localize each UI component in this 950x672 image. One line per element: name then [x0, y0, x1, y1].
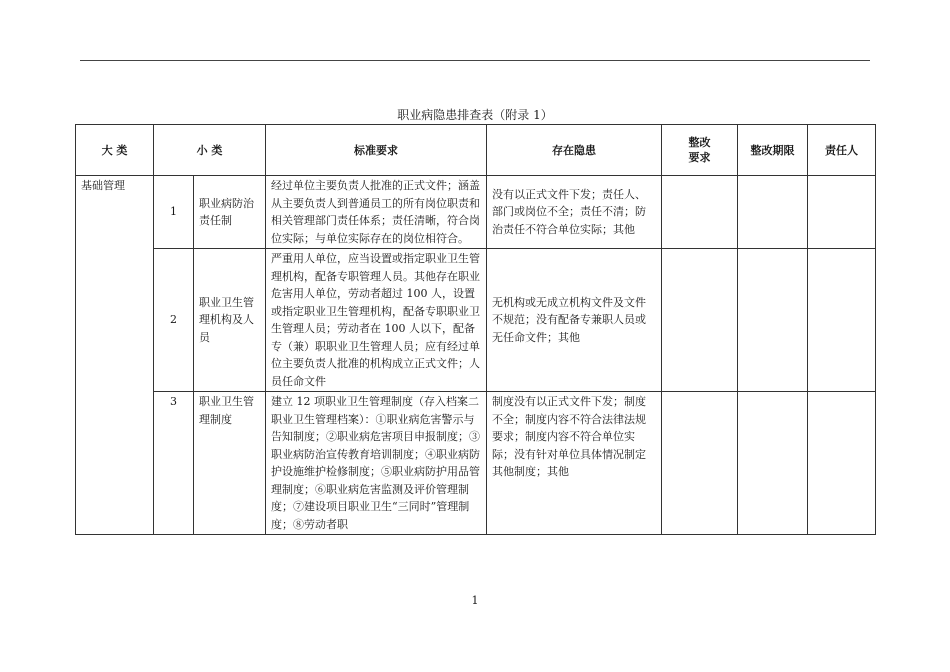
rectify-requirement-cell[interactable]	[662, 176, 738, 249]
owner-cell[interactable]	[808, 176, 876, 249]
header-deadline: 整改期限	[738, 125, 808, 176]
table-row	[76, 176, 876, 249]
hazard-cell: 无机构或无成立机构文件及文件不规范；没有配备专兼职人员或无任命文件；其他	[487, 249, 662, 392]
table-row	[76, 392, 876, 535]
deadline-cell[interactable]	[738, 176, 808, 249]
standard-cell: 经过单位主要负责人批准的正式文件；涵盖从主要负责人到普通员工的所有岗位职责和相关管理部门责任体系；责任清晰，符合岗位实际；与单位实际存在的岗位相符合。	[266, 176, 487, 249]
hazard-cell: 没有以正式文件下发；责任人、部门或岗位不全；责任不清；防治责任不符合单位实际；其他	[487, 176, 662, 249]
subcategory-cell: 职业卫生管理制度	[194, 392, 266, 535]
header-rectify-requirement: 整改 要求	[662, 125, 738, 176]
deadline-cell[interactable]	[738, 392, 808, 535]
header-category: 大 类	[76, 125, 154, 176]
standard-cell: 严重用人单位，应当设置或指定职业卫生管理机构，配备专职管理人员。其他存在职业危害用人单位，劳动者超过 100 人，设置或指定职业卫生管理机构，配备专职职业卫生管理人员；劳动者在 100 人以下，配备专（兼）职职业卫生管理人员；应有经过单位主要负责人批准的机构成立正式文件；人员任命文件	[266, 249, 487, 392]
table-row	[76, 249, 876, 392]
subcategory-cell: 职业病防治责任制	[194, 176, 266, 249]
header-rule	[80, 60, 870, 61]
header-standard: 标准要求	[266, 125, 487, 176]
hazard-checklist-table	[75, 124, 876, 535]
header-hazard: 存在隐患	[487, 125, 662, 176]
deadline-cell[interactable]	[738, 249, 808, 392]
rectify-requirement-cell[interactable]	[662, 249, 738, 392]
row-index: 3	[154, 392, 194, 535]
rectify-requirement-cell[interactable]	[662, 392, 738, 535]
table-header-row	[76, 125, 876, 176]
document-title: 职业病隐患排查表（附录 1）	[397, 108, 553, 122]
subcategory-cell: 职业卫生管理机构及人员	[194, 249, 266, 392]
owner-cell[interactable]	[808, 392, 876, 535]
row-index: 1	[154, 176, 194, 249]
header-subcategory: 小 类	[154, 125, 266, 176]
category-cell: 基础管理	[76, 176, 154, 535]
owner-cell[interactable]	[808, 249, 876, 392]
header-owner: 责任人	[808, 125, 876, 176]
page-number: 1	[471, 594, 479, 607]
hazard-cell: 制度没有以正式文件下发；制度不全；制度内容不符合法律法规要求；制度内容不符合单位实际；没有针对单位具体情况制定其他制度；其他	[487, 392, 662, 535]
row-index: 2	[154, 249, 194, 392]
standard-cell: 建立 12 项职业卫生管理制度（存入档案二职业卫生管理档案）：①职业病危害警示与告知制度；②职业病危害项目申报制度；③职业病防治宣传教育培训制度；④职业病防护设施维护检修制度；⑤职业病防护用品管理制度；⑥职业病危害监测及评价管理制度；⑦建设项目职业卫生“三同时”管理制度；⑧劳动者职	[266, 392, 487, 535]
